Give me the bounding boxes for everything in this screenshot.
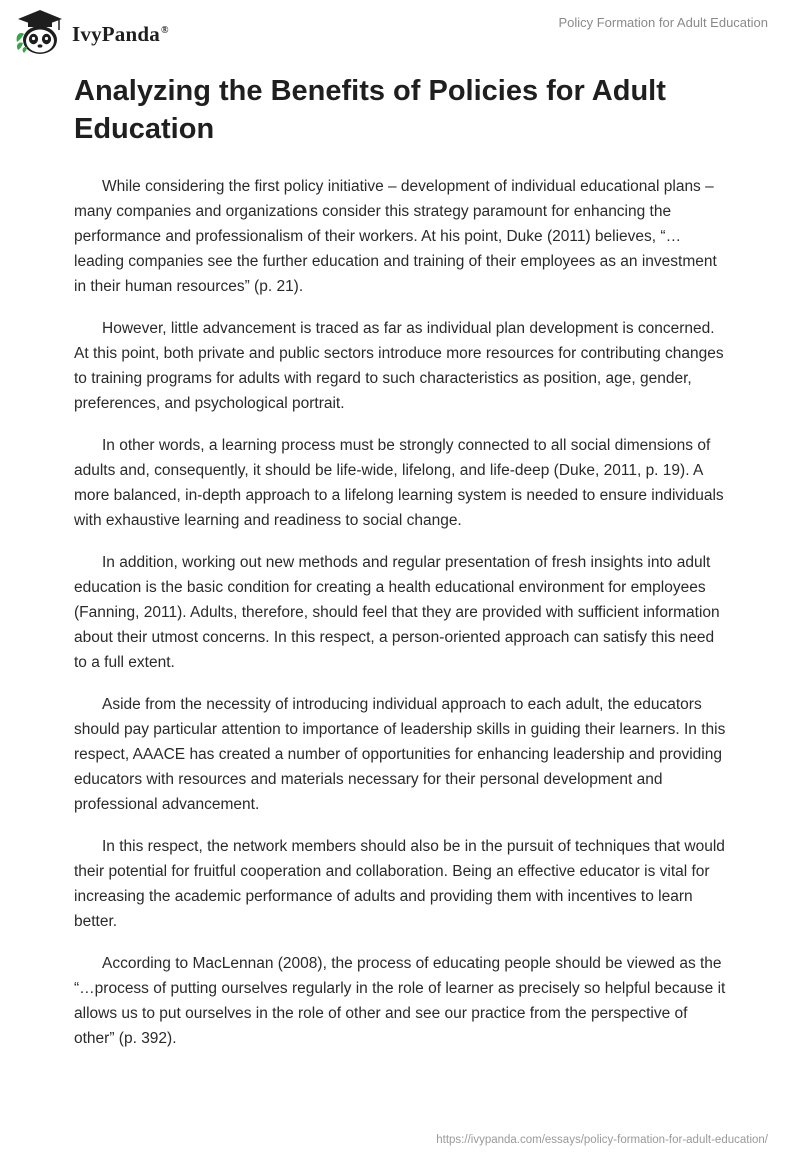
paragraph-6: In this respect, the network members should also be in the pursuit of techniques that would their potential for fruitful cooperation and collaboration. Being an effective educator is vital for increasing the academic performance of adults and providing them with incentives to learn better.: [74, 838, 725, 930]
paragraph-4: In addition, working out new methods and regular presentation of fresh insights into adult education is the basic condition for creating a health educational environment for employees (Fanning, 2011). Adults, therefore, should feel that they are provided with sufficient information about their utmost concerns. In this respect, a person-oriented approach can satisfy this need to a full extent.: [74, 554, 720, 671]
registered-mark: ®: [160, 24, 169, 36]
paragraph-2: However, little advancement is traced as far as individual plan development is concerned. At this point, both private and public sectors introduce more resources for contributing changes to training programs for adults with regard to such characteristics as position, age, gender, preferences, and psychological portrait.: [74, 320, 724, 412]
ivypanda-logo[interactable]: [14, 8, 169, 56]
document-title: Policy Formation for Adult Education: [558, 15, 768, 30]
section-heading: Analyzing the Benefits of Policies for Adult Education: [74, 75, 666, 145]
essay-article: [74, 72, 726, 1068]
logo-text: [72, 22, 169, 47]
source-url[interactable]: https://ivypanda.com/essays/policy-formation-for-adult-education/: [436, 1134, 768, 1146]
panda-graduate-icon: [14, 8, 66, 56]
page-header: [0, 0, 800, 60]
paragraph-1: While considering the first policy initiative – development of individual educational plans – many companies and organizations consider this strategy paramount for enhancing the performance and professionalism of their workers. At his point, Duke (2011) believes, “…leading companies see the further education and training of their employees as an investment in their human resources” (p. 21).: [74, 178, 717, 295]
paragraph-3: In other words, a learning process must be strongly connected to all social dimensions of adults and, consequently, it should be life-wide, lifelong, and life-deep (Duke, 2011, p. 19). A more balanced, in-depth approach to a lifelong learning system is needed to ensure individuals with exhaustive learning and readiness to social change.: [74, 437, 724, 529]
paragraph-7: According to MacLennan (2008), the process of educating people should be viewed as the “…process of putting ourselves regularly in the role of learner as precisely so helpful because it allows us to put ourselves in the role of other and see our practice from the perspective of other” (p. 392).: [74, 955, 726, 1047]
paragraph-5: Aside from the necessity of introducing individual approach to each adult, the educators should pay particular attention to importance of leadership skills in guiding their learners. In this respect, AAACE has created a number of opportunities for enhancing leadership and providing educators with resources and materials necessary for their personal development and professional advancement.: [74, 696, 726, 813]
logo-wordmark: IvyPanda: [72, 21, 160, 46]
